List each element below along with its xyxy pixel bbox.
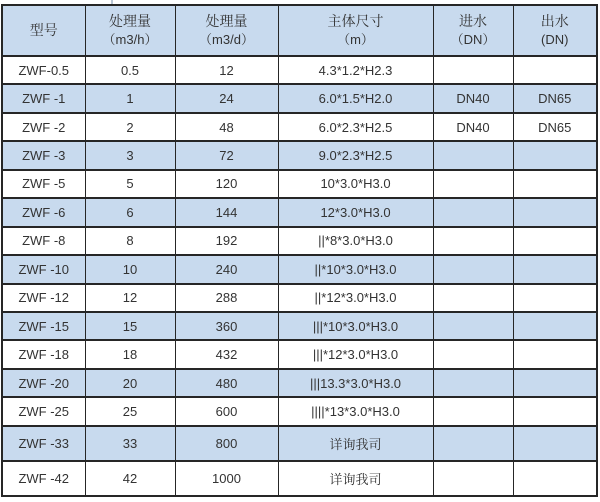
cell-capacity-d: 120 (175, 170, 278, 198)
cell-capacity-d: 24 (175, 84, 278, 112)
col-header-dimensions-unit: （m） (337, 32, 374, 48)
cell-capacity-h: 25 (85, 397, 175, 425)
cell-inlet (433, 198, 513, 226)
cell-model: ZWF -10 (2, 255, 85, 283)
cell-capacity-h: 33 (85, 426, 175, 461)
cell-outlet: DN65 (513, 84, 597, 112)
cell-dimensions: |||13.3*3.0*H3.0 (278, 369, 433, 397)
cell-outlet (513, 141, 597, 169)
cell-outlet (513, 170, 597, 198)
cell-capacity-d: 800 (175, 426, 278, 461)
col-header-capacity-h-label: 处理量 (109, 13, 151, 30)
cell-capacity-d: 600 (175, 397, 278, 425)
cell-inlet (433, 141, 513, 169)
cell-capacity-h: 12 (85, 284, 175, 312)
cell-model: ZWF -20 (2, 369, 85, 397)
cell-inlet (433, 461, 513, 496)
cell-model: ZWF-0.5 (2, 56, 85, 84)
cell-outlet (513, 340, 597, 368)
cell-outlet (513, 284, 597, 312)
table-row (2, 461, 597, 496)
cell-outlet (513, 56, 597, 84)
cell-capacity-h: 0.5 (85, 56, 175, 84)
cell-capacity-h: 10 (85, 255, 175, 283)
cell-dimensions: 10*3.0*H3.0 (278, 170, 433, 198)
cell-model: ZWF -8 (2, 227, 85, 255)
cell-dimensions: |||*10*3.0*H3.0 (278, 312, 433, 340)
cell-model: ZWF -25 (2, 397, 85, 425)
cell-dimensions: ||*8*3.0*H3.0 (278, 227, 433, 255)
cell-model: ZWF -3 (2, 141, 85, 169)
col-header-inlet-unit: （DN） (450, 32, 496, 48)
cell-capacity-h: 2 (85, 113, 175, 141)
cell-model: ZWF -42 (2, 461, 85, 496)
col-header-outlet (513, 5, 597, 56)
cell-inlet (433, 369, 513, 397)
cell-dimensions: 详询我司 (278, 461, 433, 496)
table-row (2, 56, 597, 84)
table-row (2, 340, 597, 368)
cell-capacity-d: 1000 (175, 461, 278, 496)
cell-dimensions: 详询我司 (278, 426, 433, 461)
cell-capacity-h: 42 (85, 461, 175, 496)
cell-model: ZWF -6 (2, 198, 85, 226)
col-header-capacity-h (85, 5, 175, 56)
cell-dimensions: 4.3*1.2*H2.3 (278, 56, 433, 84)
cell-outlet (513, 255, 597, 283)
cell-outlet (513, 227, 597, 255)
cell-model: ZWF -12 (2, 284, 85, 312)
cell-model: ZWF -2 (2, 113, 85, 141)
cell-inlet (433, 284, 513, 312)
col-header-dimensions-label: 主体尺寸 (327, 13, 384, 30)
table-row (2, 227, 597, 255)
cell-capacity-d: 48 (175, 113, 278, 141)
table-row (2, 141, 597, 169)
col-header-capacity-d-unit: （m3/d） (199, 32, 254, 48)
cell-outlet (513, 461, 597, 496)
cell-outlet (513, 198, 597, 226)
cell-dimensions: |||*12*3.0*H3.0 (278, 340, 433, 368)
cell-inlet (433, 397, 513, 425)
cell-outlet (513, 426, 597, 461)
col-header-capacity-h-unit: （m3/h） (102, 32, 158, 48)
cell-capacity-h: 1 (85, 84, 175, 112)
cell-dimensions: 6.0*2.3*H2.5 (278, 113, 433, 141)
spec-table (1, 4, 598, 497)
cell-inlet (433, 170, 513, 198)
cell-capacity-h: 18 (85, 340, 175, 368)
cell-inlet (433, 340, 513, 368)
cell-dimensions: 9.0*2.3*H2.5 (278, 141, 433, 169)
col-header-capacity-d (175, 5, 278, 56)
table-row (2, 369, 597, 397)
cell-capacity-d: 144 (175, 198, 278, 226)
table-row (2, 113, 597, 141)
cell-dimensions: ||*10*3.0*H3.0 (278, 255, 433, 283)
col-header-model-label: 型号 (29, 22, 58, 39)
cell-capacity-d: 288 (175, 284, 278, 312)
col-header-model (2, 5, 85, 56)
cell-capacity-h: 8 (85, 227, 175, 255)
col-header-inlet (433, 5, 513, 56)
cell-dimensions: 12*3.0*H3.0 (278, 198, 433, 226)
cell-inlet: DN40 (433, 113, 513, 141)
cell-model: ZWF -1 (2, 84, 85, 112)
cell-capacity-d: 72 (175, 141, 278, 169)
header-row (2, 5, 597, 56)
cell-capacity-h: 20 (85, 369, 175, 397)
table-row (2, 198, 597, 226)
cell-dimensions: ||||*13*3.0*H3.0 (278, 397, 433, 425)
cell-outlet (513, 369, 597, 397)
cell-dimensions: ||*12*3.0*H3.0 (278, 284, 433, 312)
cell-capacity-d: 240 (175, 255, 278, 283)
col-header-outlet-label: 出水 (540, 13, 569, 30)
table-row (2, 170, 597, 198)
table-row (2, 84, 597, 112)
col-header-dimensions (278, 5, 433, 56)
cell-capacity-h: 6 (85, 198, 175, 226)
cell-outlet (513, 397, 597, 425)
cell-inlet: DN40 (433, 84, 513, 112)
table-row (2, 397, 597, 425)
cell-model: ZWF -33 (2, 426, 85, 461)
cell-dimensions: 6.0*1.5*H2.0 (278, 84, 433, 112)
table-row (2, 255, 597, 283)
table-row (2, 284, 597, 312)
cell-capacity-d: 432 (175, 340, 278, 368)
cell-model: ZWF -5 (2, 170, 85, 198)
col-header-capacity-d-label: 处理量 (205, 13, 248, 30)
cell-capacity-d: 360 (175, 312, 278, 340)
col-header-outlet-unit: (DN) (541, 32, 569, 48)
cell-capacity-h: 15 (85, 312, 175, 340)
table-row (2, 312, 597, 340)
cell-capacity-d: 480 (175, 369, 278, 397)
cell-outlet: DN65 (513, 113, 597, 141)
table-row (2, 426, 597, 461)
cell-capacity-d: 12 (175, 56, 278, 84)
cell-capacity-h: 3 (85, 141, 175, 169)
cell-model: ZWF -15 (2, 312, 85, 340)
cell-inlet (433, 255, 513, 283)
col-header-inlet-label: 进水 (459, 13, 487, 30)
cell-inlet (433, 56, 513, 84)
cell-inlet (433, 426, 513, 461)
cell-model: ZWF -18 (2, 340, 85, 368)
cell-outlet (513, 312, 597, 340)
cell-capacity-d: 192 (175, 227, 278, 255)
cell-capacity-h: 5 (85, 170, 175, 198)
cell-inlet (433, 227, 513, 255)
cell-inlet (433, 312, 513, 340)
